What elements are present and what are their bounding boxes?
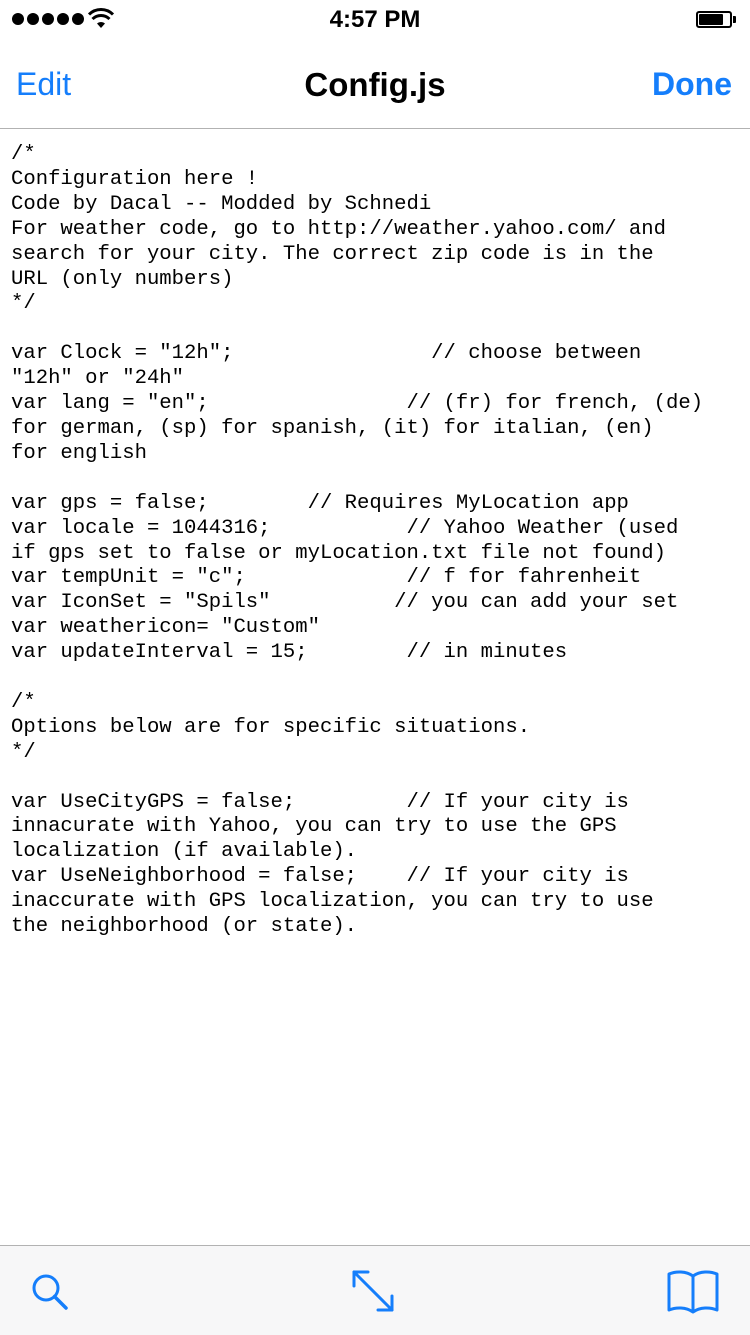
expand-button[interactable] <box>346 1264 400 1318</box>
code-editor[interactable] <box>11 143 741 1233</box>
code-line: var UseCityGPS = false; // If your city is <box>11 790 629 814</box>
expand-icon <box>346 1264 400 1318</box>
code-line: var updateInterval = 15; // in minutes <box>11 641 568 665</box>
code-line: "12h" or "24h" <box>11 367 185 391</box>
code-line: /* <box>11 690 36 714</box>
code-line: var gps = false; // Requires MyLocation app <box>11 491 629 515</box>
code-line: var UseNeighborhood = false; // If your city is <box>11 865 629 889</box>
code-line: For weather code, go to http://weather.yahoo.com/ and <box>11 217 666 241</box>
code-line: var IconSet = "Spils" // you can add your set <box>11 591 679 615</box>
code-line: var lang = "en"; // (fr) for french, (de) <box>11 392 704 416</box>
navigation-bar <box>0 40 750 129</box>
code-line: var tempUnit = "c"; // f for fahrenheit <box>11 566 642 590</box>
book-icon <box>666 1264 720 1318</box>
bookmarks-button[interactable] <box>666 1264 720 1318</box>
status-bar <box>0 0 750 40</box>
code-line: localization (if available). <box>11 840 358 864</box>
code-line: */ <box>11 292 36 316</box>
code-line: for english <box>11 441 147 465</box>
code-line: innacurate with Yahoo, you can try to use the GPS <box>11 815 617 839</box>
page-title: Config.js <box>304 66 446 103</box>
code-line: search for your city. The correct zip code is in the <box>11 242 654 266</box>
code-line: var Clock = "12h"; // choose between <box>11 342 642 366</box>
battery-icon <box>696 11 736 28</box>
code-line: */ <box>11 740 36 764</box>
code-line: Code by Dacal -- Modded by Schnedi <box>11 192 432 216</box>
code-line: URL (only numbers) <box>11 267 234 291</box>
search-icon <box>22 1264 76 1318</box>
code-line: for german, (sp) for spanish, (it) for italian, (en) <box>11 416 654 440</box>
bottom-toolbar <box>0 1245 750 1335</box>
code-line: Options below are for specific situations. <box>11 715 531 739</box>
code-line: Configuration here ! <box>11 167 259 191</box>
code-line: var weathericon= "Custom" <box>11 616 320 640</box>
code-line: inaccurate with GPS localization, you can try to use <box>11 890 654 914</box>
code-line: /* <box>11 143 36 166</box>
done-button[interactable]: Done <box>652 66 732 102</box>
edit-button[interactable]: Edit <box>16 66 72 102</box>
search-button[interactable] <box>22 1264 76 1318</box>
code-line: var locale = 1044316; // Yahoo Weather (used <box>11 516 679 540</box>
code-line: if gps set to false or myLocation.txt file not found) <box>11 541 666 565</box>
code-line: the neighborhood (or state). <box>11 915 358 939</box>
status-time: 4:57 PM <box>329 6 421 33</box>
